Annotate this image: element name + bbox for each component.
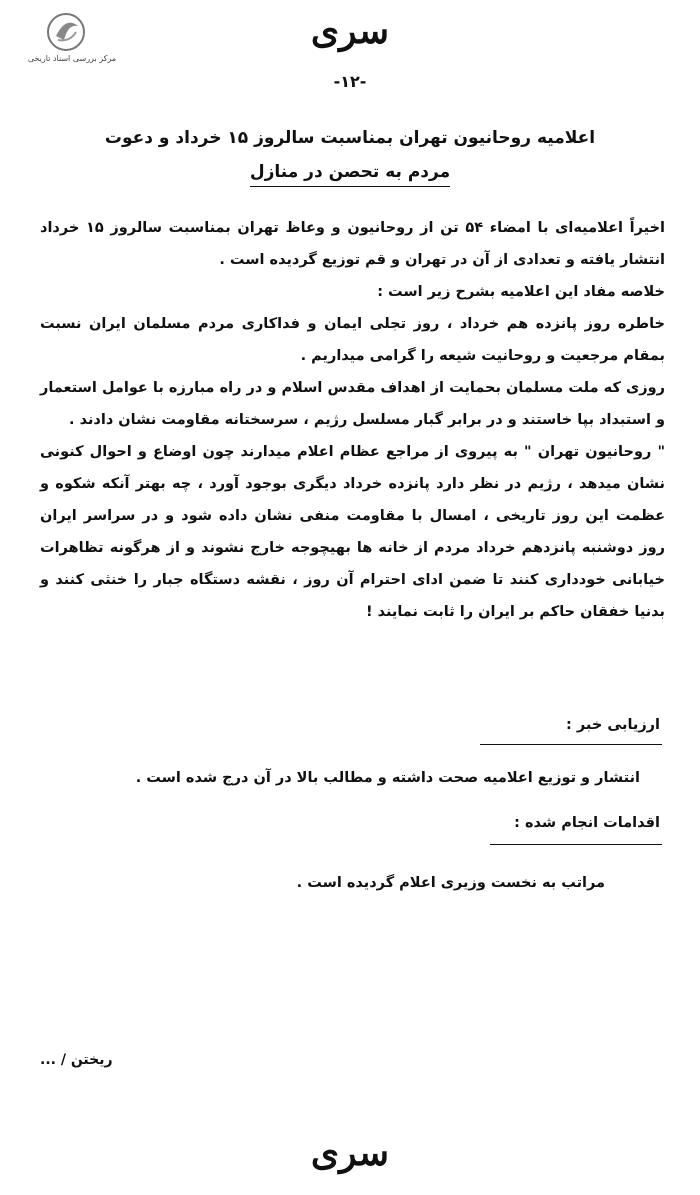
copies-note: ریختن / ... [40, 1052, 113, 1068]
body-paragraph: خلاصه مفاد این اعلامیه بشرح زیر است : [377, 284, 665, 300]
actions-underline [490, 844, 662, 845]
actions-text: مراتب به نخست وزیری اعلام گردیده است . [296, 875, 605, 891]
document-body [40, 212, 665, 628]
document-title-line2-text: مردم به تحصن در منازل [250, 162, 450, 187]
classification-text: سری [310, 1132, 390, 1174]
assessment-text: انتشار و توزیع اعلامیه صحت داشته و مطالب بالا در آن درج شده است . [135, 770, 640, 786]
body-paragraph: اخیراً اعلامیه‌ای با امضاء ۵۴ تن از روحانیون و وعاظ تهران بمناسبت سالروز ۱۵ خرداد انتشار یافته و تعدادی از آن در تهران و قم توزیع گردیده است . [40, 220, 665, 268]
archive-logo-text: مرکز بررسی اسناد تاریخی [27, 54, 117, 63]
document-title-line2 [80, 162, 620, 187]
document-title-line1: اعلامیه روحانیون تهران بمناسبت سالروز ۱۵ خرداد و دعوت [104, 128, 596, 148]
body-paragraph: خاطره روز پانزده هم خرداد ، روز تجلی ایمان و فداکاری مردم مسلمان ایران نسبت بمقام مرجعیت و روحانیت شیعه را گرامی میداریم . [40, 316, 665, 364]
assessment-underline [480, 744, 662, 745]
classification-text: سری [310, 10, 390, 52]
actions-label: اقدامات انجام شده : [514, 815, 660, 831]
assessment-label: ارزیابی خبر : [566, 717, 660, 733]
body-paragraph: " روحانیون تهران " به پیروی از مراجع عظام اعلام میدارند چون اوضاع و احوال کنونی نشان میدهد ، رژیم در نظر دارد پانزده خرداد دیگری بوجود آورد ، چه بهتر آنکه شکوه و عظمت این روز تاریخی ، امسال با مقاومت منفی نشان داده شود و در سراسر ایران روز دوشنبه پانزدهم خرداد مردم از خانه ها بهیچوجه خارج نشوند و از هرگونه تظاهرات خیابانی خودداری کنند تا ضمن ادای احترام آن روز ، نقشه دستگاه جبار را خنثی کنند و بدنیا خفقان حاکم بر ایران را ثابت نمایند ! [40, 444, 665, 620]
classification-stamp-top [0, 10, 700, 52]
body-paragraph: روزی که ملت مسلمان بحمایت از اهداف مقدس اسلام و در راه مبارزه با عوامل استعمار و استبداد بپا خاستند و در برابر گبار مسلسل رژیم ، سرسختانه مقاومت نشان دادند . [40, 380, 665, 428]
page-number: -۱۲- [333, 72, 367, 91]
classification-stamp-bottom [0, 1132, 700, 1174]
